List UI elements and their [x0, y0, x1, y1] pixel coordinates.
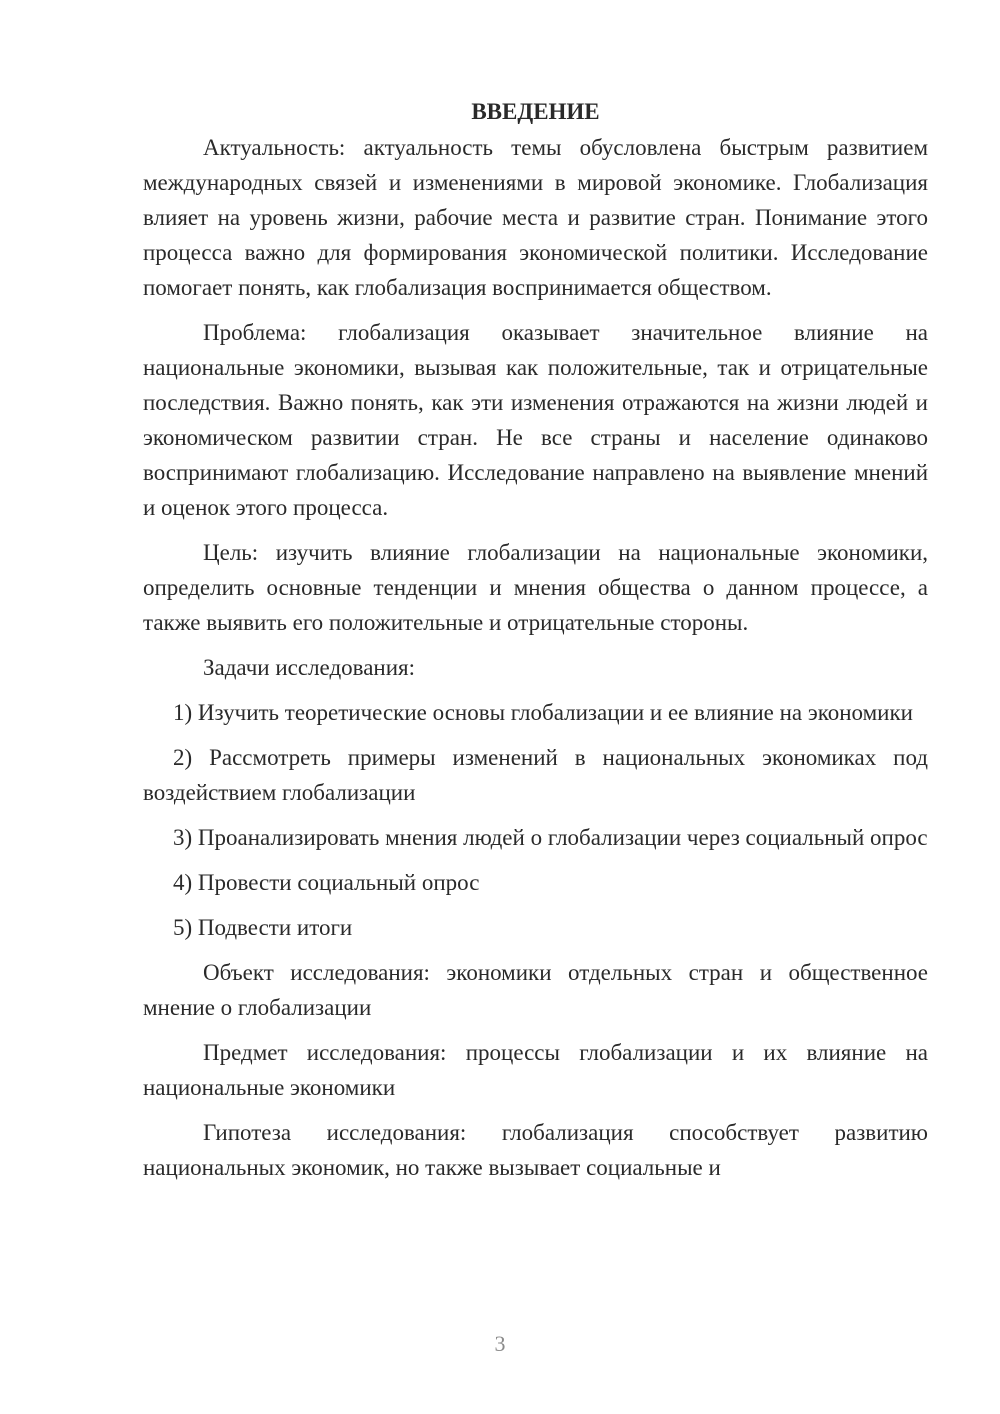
paragraph-hypothesis: Гипотеза исследования: глобализация способствует развитию национальных экономик, но также вызывает социальные и [143, 1120, 928, 1180]
tasks-title: Задачи исследования: [203, 655, 416, 680]
paragraph-object: Объект исследования: экономики отдельных стран и общественное мнение о глобализации [143, 960, 928, 1020]
paragraph-relevance: Актуальность: актуальность темы обусловлена быстрым развитием международных связей и изменениями в мировой экономике. Глобализация влияет на уровень жизни, рабочие места и развитие стран. Понимание этого процесса важно для формирования экономической политики. Исследование помогает понять, как глобализация воспринимается обществом. [143, 135, 928, 300]
page-title: ВВЕДЕНИЕ [471, 99, 600, 124]
task-item: 2) Рассмотреть примеры изменений в национальных экономиках под воздействием глобализации [143, 745, 928, 805]
paragraph-goal: Цель: изучить влияние глобализации на национальные экономики, определить основные тенденции и мнения общества о данном процессе, а также выявить его положительные и отрицательные стороны. [143, 540, 928, 635]
task-item: 5) Подвести итоги [173, 915, 353, 940]
task-item: 4) Провести социальный опрос [173, 870, 480, 895]
paragraph-subject: Предмет исследования: процессы глобализации и их влияние на национальные экономики [143, 1040, 928, 1100]
page-number: 3 [494, 1331, 506, 1356]
document-body [143, 94, 928, 1185]
task-item: 1) Изучить теоретические основы глобализации и ее влияние на экономики [173, 700, 913, 725]
task-item: 3) Проанализировать мнения людей о глобализации через социальный опрос [173, 825, 928, 850]
paragraph-problem: Проблема: глобализация оказывает значительное влияние на национальные экономики, вызывая как положительные, так и отрицательные последствия. Важно понять, как эти изменения отражаются на жизни людей и экономическом развитии стран. Не все страны и население одинаково воспринимают глобализацию. Исследование направлено на выявление мнений и оценок этого процесса. [143, 320, 928, 520]
